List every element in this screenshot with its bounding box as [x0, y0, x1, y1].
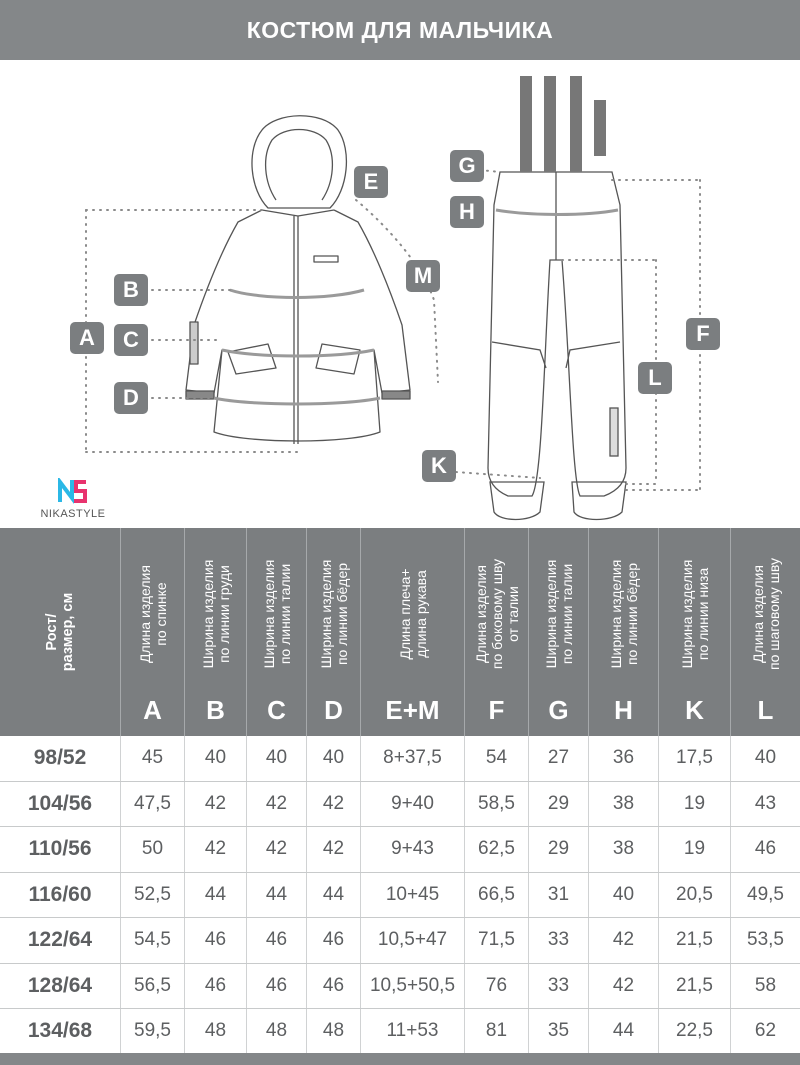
measure-cell: 8+37,5 — [360, 736, 464, 781]
table-row — [0, 782, 800, 828]
size-table-header — [0, 528, 800, 736]
measure-cell: 9+43 — [360, 827, 464, 872]
measure-cell: 44 — [588, 1009, 658, 1054]
header-label: Ширина изделия по линии бёдер — [607, 559, 640, 669]
measure-cell: 46 — [246, 918, 306, 963]
table-row — [0, 918, 800, 964]
label-badge-f: F — [686, 318, 720, 350]
header-letter: F — [488, 695, 505, 725]
measure-cell: 44 — [306, 873, 360, 918]
header-cell — [730, 528, 800, 736]
measure-cell: 19 — [658, 827, 730, 872]
header-cell — [306, 528, 360, 736]
measure-cell: 44 — [246, 873, 306, 918]
table-row — [0, 736, 800, 782]
measure-cell: 40 — [588, 873, 658, 918]
size-table-body — [0, 736, 800, 1055]
header-label: Длина изделия по шаговому шву — [749, 558, 782, 670]
header-label: Ширина изделия по линии талии — [542, 559, 575, 669]
brand-name: NIKASTYLE — [40, 508, 106, 520]
table-row — [0, 827, 800, 873]
measure-cell: 21,5 — [658, 918, 730, 963]
measure-cell: 21,5 — [658, 964, 730, 1009]
bottom-bar — [0, 1053, 800, 1065]
measure-cell: 59,5 — [120, 1009, 184, 1054]
header-cell — [588, 528, 658, 736]
header-label: Рост/ размер, см — [44, 592, 76, 672]
header-cell — [246, 528, 306, 736]
header-label: Ширина изделия по линии бёдер — [317, 559, 350, 669]
measure-cell: 42 — [246, 782, 306, 827]
measure-cell: 29 — [528, 782, 588, 827]
size-cell: 116/60 — [28, 882, 92, 906]
measure-cell: 62,5 — [464, 827, 528, 872]
measure-cell: 43 — [730, 782, 800, 827]
header-letter: C — [267, 695, 286, 725]
measure-cell: 40 — [246, 736, 306, 781]
table-row — [0, 1009, 800, 1055]
measure-cell: 66,5 — [464, 873, 528, 918]
brand-logo — [40, 478, 106, 520]
header-cell — [658, 528, 730, 736]
header-label: Ширина изделия по линии низа — [678, 559, 711, 669]
label-badge-d: D — [114, 382, 148, 414]
measure-cell: 49,5 — [730, 873, 800, 918]
measure-cell: 47,5 — [120, 782, 184, 827]
measure-cell: 19 — [658, 782, 730, 827]
measure-cell: 27 — [528, 736, 588, 781]
measure-cell: 48 — [306, 1009, 360, 1054]
measure-cell: 40 — [730, 736, 800, 781]
measure-cell: 54 — [464, 736, 528, 781]
header-letter: L — [757, 695, 774, 725]
measure-cell: 33 — [528, 964, 588, 1009]
header-letter: H — [614, 695, 633, 725]
header-letter: E+M — [385, 695, 440, 725]
measure-cell: 46 — [184, 964, 246, 1009]
measure-cell: 44 — [184, 873, 246, 918]
header-label: Длина изделия по спинке — [136, 565, 169, 663]
size-cell: 110/56 — [28, 837, 92, 861]
page-title: КОСТЮМ ДЛЯ МАЛЬЧИКА — [246, 16, 554, 43]
label-badge-e: E — [354, 166, 388, 198]
measure-cell: 76 — [464, 964, 528, 1009]
label-badge-a: A — [70, 322, 104, 354]
measure-cell: 42 — [184, 827, 246, 872]
header-cell — [464, 528, 528, 736]
measure-cell: 53,5 — [730, 918, 800, 963]
label-badge-l: L — [638, 362, 672, 394]
measure-cell: 42 — [588, 918, 658, 963]
title-bar — [0, 0, 800, 60]
header-label: Длина плеча+ длина рукава — [396, 568, 429, 660]
label-badge-k: K — [422, 450, 456, 482]
measure-cell: 48 — [184, 1009, 246, 1054]
measure-cell: 81 — [464, 1009, 528, 1054]
measure-cell: 46 — [306, 918, 360, 963]
measure-cell: 42 — [588, 964, 658, 1009]
header-label: Ширина изделия по линии груди — [199, 559, 232, 669]
measure-cell: 52,5 — [120, 873, 184, 918]
header-cell — [360, 528, 464, 736]
header-cell — [184, 528, 246, 736]
measure-cell: 20,5 — [658, 873, 730, 918]
header-label: Длина изделия по боковому шву от талии — [472, 558, 521, 670]
table-row — [0, 873, 800, 919]
header-cell — [120, 528, 184, 736]
header-letter: G — [548, 695, 569, 725]
jacket-outline — [186, 116, 410, 444]
size-cell: 128/64 — [27, 973, 93, 997]
measure-cell: 10+45 — [360, 873, 464, 918]
measure-cell: 50 — [120, 827, 184, 872]
measure-cell: 11+53 — [360, 1009, 464, 1054]
measure-cell: 71,5 — [464, 918, 528, 963]
measure-cell: 42 — [306, 827, 360, 872]
table-row — [0, 964, 800, 1010]
measure-cell: 46 — [730, 827, 800, 872]
measure-cell: 48 — [246, 1009, 306, 1054]
header-cell — [0, 528, 120, 736]
measure-cell: 17,5 — [658, 736, 730, 781]
measure-cell: 42 — [184, 782, 246, 827]
header-letter: K — [685, 695, 704, 725]
measure-cell: 10,5+47 — [360, 918, 464, 963]
header-label: Ширина изделия по линии талии — [260, 559, 293, 669]
measure-cell: 29 — [528, 827, 588, 872]
measure-cell: 38 — [588, 782, 658, 827]
measure-lines — [214, 210, 618, 404]
measure-cell: 58 — [730, 964, 800, 1009]
measure-cell: 42 — [246, 827, 306, 872]
header-letter: B — [206, 695, 225, 725]
measure-cell: 10,5+50,5 — [360, 964, 464, 1009]
measure-cell: 46 — [246, 964, 306, 1009]
measure-cell: 46 — [306, 964, 360, 1009]
measurement-diagram — [0, 60, 800, 528]
label-badge-m: M — [406, 260, 440, 292]
size-cell: 104/56 — [27, 791, 93, 815]
label-badge-h: H — [450, 196, 484, 228]
pants-outline — [488, 76, 626, 520]
size-cell: 134/68 — [27, 1019, 93, 1043]
measure-cell: 62 — [730, 1009, 800, 1054]
measure-cell: 45 — [120, 736, 184, 781]
label-badge-b: B — [114, 274, 148, 306]
measure-cell: 33 — [528, 918, 588, 963]
size-table — [0, 528, 800, 1055]
measure-cell: 38 — [588, 827, 658, 872]
label-badge-g: G — [450, 150, 484, 182]
measure-cell: 31 — [528, 873, 588, 918]
size-cell: 98/52 — [33, 746, 87, 770]
measure-cell: 36 — [588, 736, 658, 781]
measure-cell: 35 — [528, 1009, 588, 1054]
dimension-lines — [86, 170, 700, 490]
brand-logo-icon — [58, 478, 88, 504]
label-badge-c: C — [114, 324, 148, 356]
header-cell — [528, 528, 588, 736]
header-letter: A — [143, 695, 162, 725]
measure-cell: 22,5 — [658, 1009, 730, 1054]
measure-cell: 40 — [184, 736, 246, 781]
measure-cell: 42 — [306, 782, 360, 827]
measure-cell: 40 — [306, 736, 360, 781]
measure-cell: 46 — [184, 918, 246, 963]
size-cell: 122/64 — [27, 928, 93, 952]
header-letter: D — [324, 695, 343, 725]
measure-cell: 58,5 — [464, 782, 528, 827]
measure-cell: 9+40 — [360, 782, 464, 827]
measure-cell: 56,5 — [120, 964, 184, 1009]
measure-cell: 54,5 — [120, 918, 184, 963]
